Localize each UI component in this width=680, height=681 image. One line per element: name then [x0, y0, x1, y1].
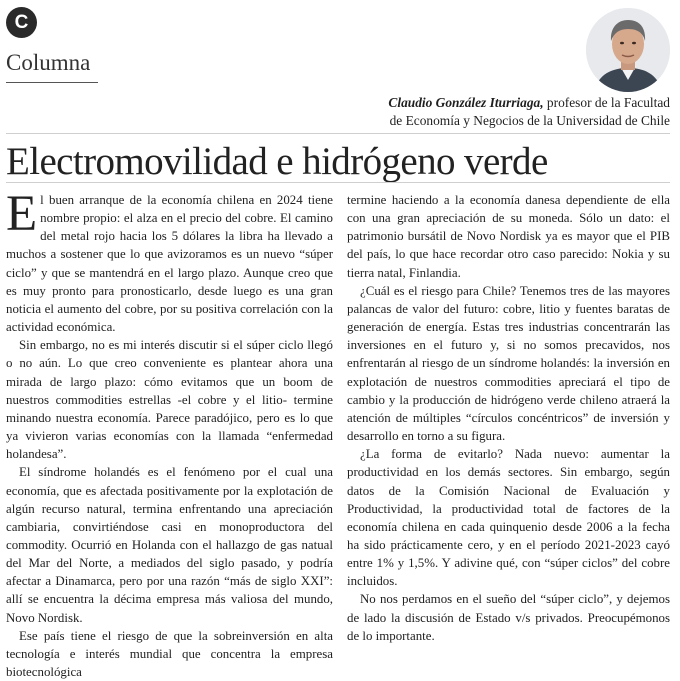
article-column-2 [347, 191, 670, 645]
author-byline [310, 94, 670, 130]
drop-cap: E [6, 186, 38, 242]
paragraph-text: l buen arranque de la economía chilena en 2024 tiene nombre propio: el alza en el precio del cobre. El camino del metal rojo hacia los 5 dólares la libra ha llevado a muchos a sostener que lo que avizoramos es un nuevo “súper ciclo” y que se mantendrá en el largo plazo. Aunque creo que es muy pronto para pronosticarlo, desde luego es una gran noticia el aumento del cobre, por su positiva correlación con la actividad económica. [6, 193, 333, 335]
paragraph [6, 186, 333, 336]
paragraph: termine haciendo a la economía danesa dependiente de ella con una gran apreciación de su moneda. Sólo un dato: el patrimonio bursátil de Novo Nordisk ya es mayor que el PIB del país, lo que hace recordar otro caso parecido: Nokia y su tierra natal, Finlandia. [347, 193, 670, 280]
author-photo [586, 8, 670, 92]
article-column-1 [6, 186, 333, 681]
paragraph: El síndrome holandés es el fenómeno por el cual una economía, que es afectada positivamente por la explotación de algún recurso natural, termina enfrentando una apreciación cambiaria, convirtiéndose casi en monoproductora del commodity. Ocurrió en Holanda con el hallazgo de gas natual del Mar del Norte, a mediados del siglo pasado, y podría afectar a Dinamarca, pero por una razón “más de siglo XXI”: allí se encuentra la décima empresa más valiosa del mundo, Novo Nordisk. [6, 465, 333, 625]
header-divider [6, 133, 670, 134]
paragraph: Ese país tiene el riesgo de que la sobreinversión en alta tecnología e interés mundial que concentra la empresa biotecnológica [6, 628, 333, 680]
paragraph: No nos perdamos en el sueño del “súper ciclo”, y dejemos de lado la discusión de Estado v/s privados. Preocupémonos de lo importante. [347, 592, 670, 643]
author-role-line-2: de Economía y Negocios de la Universidad de Chile [389, 113, 670, 128]
section-label: Columna [6, 50, 91, 75]
column-badge [6, 7, 37, 38]
section-rule [6, 82, 98, 83]
author-role-line-1: profesor de la Facultad [543, 95, 670, 110]
column-badge-letter: C [14, 11, 29, 33]
headline-divider [6, 182, 670, 183]
author-name: Claudio González Iturriaga, [388, 95, 544, 110]
article-headline: Electromovilidad e hidrógeno verde [6, 140, 548, 183]
paragraph: Sin embargo, no es mi interés discutir si el súper ciclo llegó o no aún. Lo que creo conveniente es plantear ahora una mirada de largo plazo: cómo evitamos que un boom de nuestros commodities estrellas -el cobre y el litio- termine minando nuestra economía. Parece paradójico, pero es lo que ya vivieron varias economías con la llamada “enfermedad holandesa”. [6, 338, 333, 462]
paragraph: ¿Cuál es el riesgo para Chile? Tenemos tres de las mayores palancas de valor del futuro: cobre, litio y fuentes baratas de generación de energía. Estas tres industrias concentrarán las inversiones en el futuro y, si no somos precavidos, nos enfrentarán al riesgo de un síndrome holandés: la inversión en explotación de nuestros commodities apreciará el tipo de cambio y la producción de hidrógeno verde chileno atraerá la atención de múltiples “círculos concéntricos” de inversión y desarrollo en torno a su figura. [347, 283, 670, 444]
paragraph: ¿La forma de evitarlo? Nada nuevo: aumentar la productividad en los demás sectores. Sin embargo, según datos de la Comisión Nacional de Evaluación y Productividad, la productividad total de factores de la economía chilena en cada quinquenio desde 2006 a la fecha ha sido prácticamente cero, y en el período 2021-2023 cayó entre 1% y 1,5%. Y adivine qué, con “súper ciclos” del cobre incluidos. [347, 447, 670, 589]
